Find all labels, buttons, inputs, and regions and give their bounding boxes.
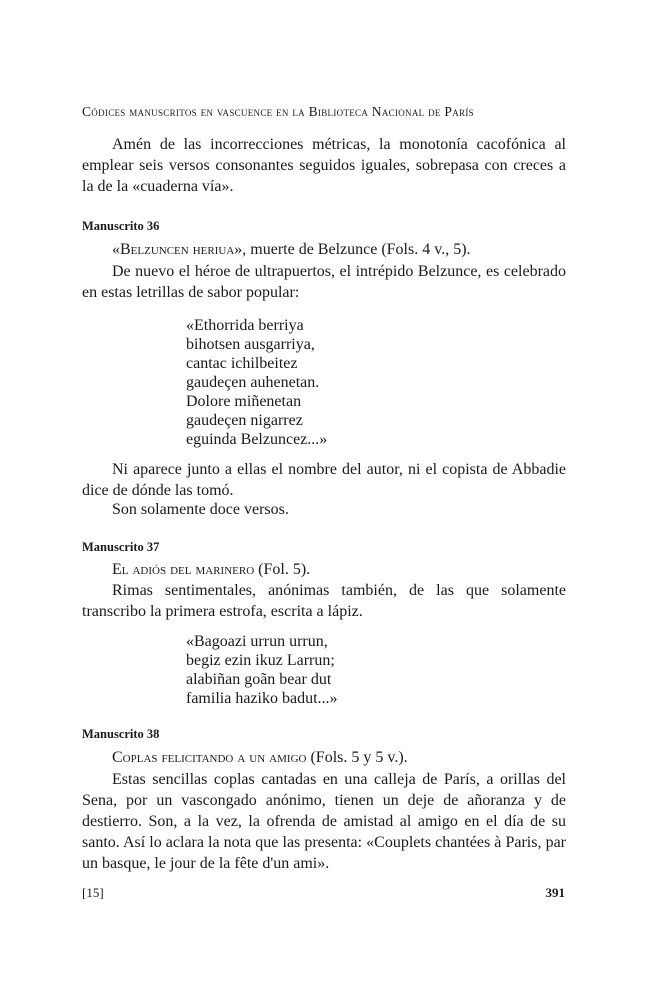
manuscript-38-title-rest: (Fols. 5 y 5 v.). [306, 749, 408, 766]
verse-line: «Bagoazi urrun urrun, [186, 633, 328, 650]
verse-line: gaudeçen nigarrez [186, 412, 303, 429]
manuscript-36-verse [186, 316, 327, 449]
verse-line: begiz ezin ikuz Larrun; [186, 652, 335, 669]
manuscript-36-title: «Belzuncen heriua», muerte de Belzunce (Fols. 4 v., 5). [112, 241, 471, 258]
verse-line: Dolore miñenetan [186, 393, 302, 410]
manuscript-38-paragraph-1: Estas sencillas coplas cantadas en una calleja de París, a orillas del Sena, por un vascongado anónimo, tienen un deje de añoranza y de destierro. Son, a la vez, la ofrenda de amistad al amigo en el día de su santo. Así lo aclara la nota que las presenta: «Couplets chantées à Paris, par un basque, le jour de la fête d'un ami». [82, 771, 566, 872]
folio-number: [15] [82, 885, 104, 900]
verse-line: familia haziko badut...» [186, 690, 338, 707]
manuscript-37-heading: Manuscrito 37 [82, 540, 160, 554]
intro-paragraph: Amén de las incorrecciones métricas, la monotonía cacofónica al emplear seis versos consonantes seguidos iguales, sobrepasa con creces a la de la «cuaderna vía». [82, 136, 566, 195]
manuscript-37-title [82, 559, 566, 580]
manuscript-38-title-sc: Coplas felicitando a un amigo [112, 749, 307, 766]
manuscript-38-heading: Manuscrito 38 [82, 727, 160, 741]
manuscript-36-title-sc: Belzuncen heriua [120, 241, 235, 258]
verse-line: «Ethorrida berriya [186, 317, 304, 334]
verse-line: cantac ichilbeitez [186, 355, 298, 372]
manuscript-36-heading: Manuscrito 36 [82, 219, 160, 233]
running-header: Códices manuscritos en vascuence en la Biblioteca Nacional de París [82, 104, 474, 119]
manuscript-36-paragraph-2: Ni aparece junto a ellas el nombre del autor, ni el copista de Abbadie dice de dónde las tomó. [82, 461, 566, 499]
manuscript-37-verse [186, 632, 338, 708]
verse-line: alabiñan goãn bear dut [186, 671, 332, 688]
verse-line: eguinda Belzuncez...» [186, 431, 328, 448]
manuscript-36-paragraph-1: De nuevo el héroe de ultrapuertos, el intrépido Belzunce, es celebrado en estas letrillas de sabor popular: [82, 263, 566, 301]
manuscript-36-paragraph-3: Son solamente doce versos. [112, 501, 289, 518]
verse-line: gaudeçen auhenetan. [186, 374, 320, 391]
verse-line: bihotsen ausgarriya, [186, 336, 315, 353]
manuscript-38-title [82, 747, 566, 768]
page-number: 391 [545, 885, 565, 900]
manuscript-36-title-rest: », muerte de Belzunce (Fols. 4 v., 5). [234, 241, 471, 258]
manuscript-37-paragraph-1: Rimas sentimentales, anónimas también, de las que solamente transcribo la primera estrofa, escrita a lápiz. [82, 582, 566, 620]
manuscript-37-title-sc: El adiós del marinero [112, 561, 255, 578]
manuscript-37-title-rest: (Fol. 5). [254, 561, 311, 578]
